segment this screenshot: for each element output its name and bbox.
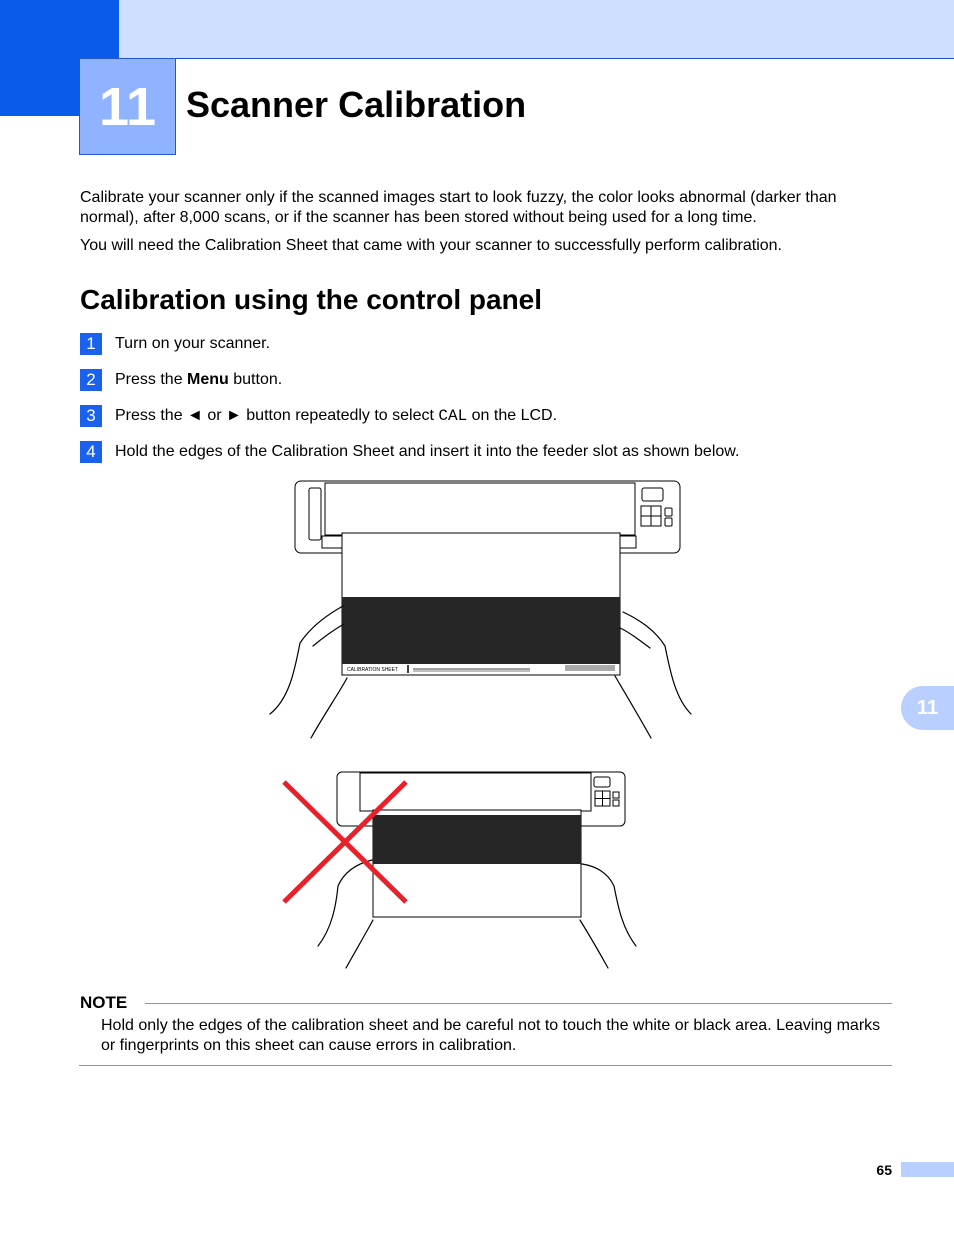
step-text: Turn on your scanner.: [115, 335, 271, 352]
step-text: Hold the edges of the Calibration Sheet and insert it into the feeder slot as shown below.: [115, 443, 740, 460]
lcd-screen: [642, 488, 663, 501]
lcd-code: CAL: [438, 407, 468, 425]
step-number-badge: 2: [80, 369, 102, 391]
step-1: [80, 333, 900, 355]
step-2: [80, 369, 900, 391]
header-band: [0, 0, 954, 59]
chapter-side-tab: 11: [901, 686, 954, 730]
intro-paragraph-1: Calibrate your scanner only if the scanned images start to look fuzzy, the color looks abnormal (darker than normal), after 8,000 scans, or if the scanner has been stored without being used for a long time.: [80, 189, 837, 226]
lcd-screen: [594, 777, 610, 787]
step-3: [80, 405, 900, 427]
sheet-black-area: [342, 597, 620, 664]
note-bottom-rule: [79, 1065, 892, 1066]
page-number: 65: [876, 1162, 892, 1178]
step-number-badge: 1: [80, 333, 102, 355]
intro-paragraph-2: You will need the Calibration Sheet that came with your scanner to successfully perform calibration.: [80, 237, 782, 254]
section-title: Calibration using the control panel: [80, 284, 543, 315]
sheet-black-area: [373, 815, 581, 864]
step-number-badge: 4: [80, 441, 102, 463]
step-4: [80, 441, 900, 463]
figure-correct-insertion: [265, 478, 697, 742]
page-number-bar: [901, 1162, 954, 1177]
chapter-number-box: 11: [79, 58, 176, 155]
step-text: Press the Menu button.: [115, 371, 283, 388]
scanner-lid: [325, 483, 635, 535]
menu-button-label: Menu: [187, 371, 229, 388]
figure-incorrect-insertion: [280, 768, 640, 972]
note-text: Hold only the edges of the calibration sheet and be careful not to touch the white or black area. Leaving marks or fingerprints on this sheet can cause errors in calibration.: [101, 1017, 881, 1054]
note-top-rule: [145, 1003, 892, 1004]
note-label: NOTE: [80, 993, 128, 1012]
chapter-title: Scanner Calibration: [186, 84, 527, 125]
step-text: Press the ◄ or ► button repeatedly to select CAL on the LCD.: [115, 407, 558, 425]
step-number-badge: 3: [80, 405, 102, 427]
sheet-label: CALIBRATION SHEET: [347, 667, 399, 673]
